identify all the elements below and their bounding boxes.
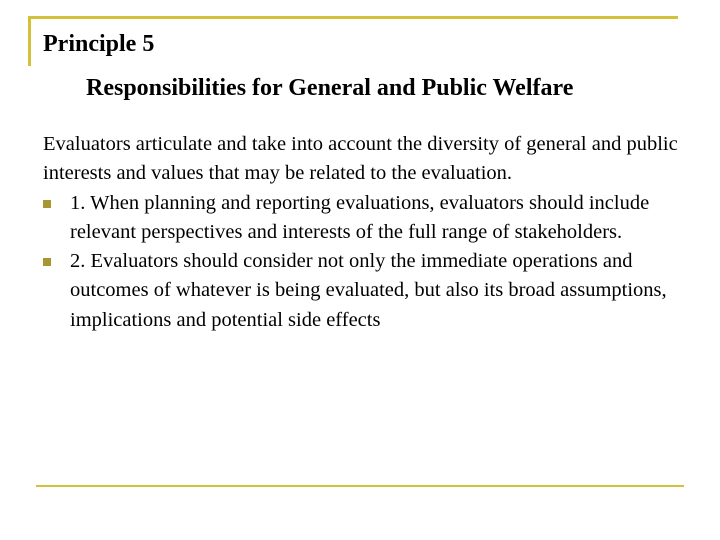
- top-accent-rule: [30, 16, 678, 19]
- intro-paragraph: Evaluators articulate and take into account the diversity of general and public interests and values that may be related to the evaluation.: [43, 133, 678, 185]
- slide-title: Principle 5: [43, 31, 155, 57]
- bullet-item: [43, 247, 693, 335]
- bullet-item: [43, 189, 693, 248]
- bottom-accent-rule: [36, 485, 684, 487]
- bullet-text: 1. When planning and reporting evaluations, evaluators should include relevant perspectives and interests of the full range of stakeholders.: [70, 191, 650, 243]
- slide-subtitle: Responsibilities for General and Public Welfare: [86, 75, 574, 101]
- slide-body: [43, 130, 693, 335]
- bullet-text: 2. Evaluators should consider not only the immediate operations and outcomes of whatever is being evaluated, but also its broad assumptions, implications and potential side effects: [70, 250, 667, 331]
- left-accent-bar: [28, 16, 31, 66]
- square-bullet-icon: [43, 200, 51, 208]
- bullet-list: [43, 189, 693, 335]
- square-bullet-icon: [43, 258, 51, 266]
